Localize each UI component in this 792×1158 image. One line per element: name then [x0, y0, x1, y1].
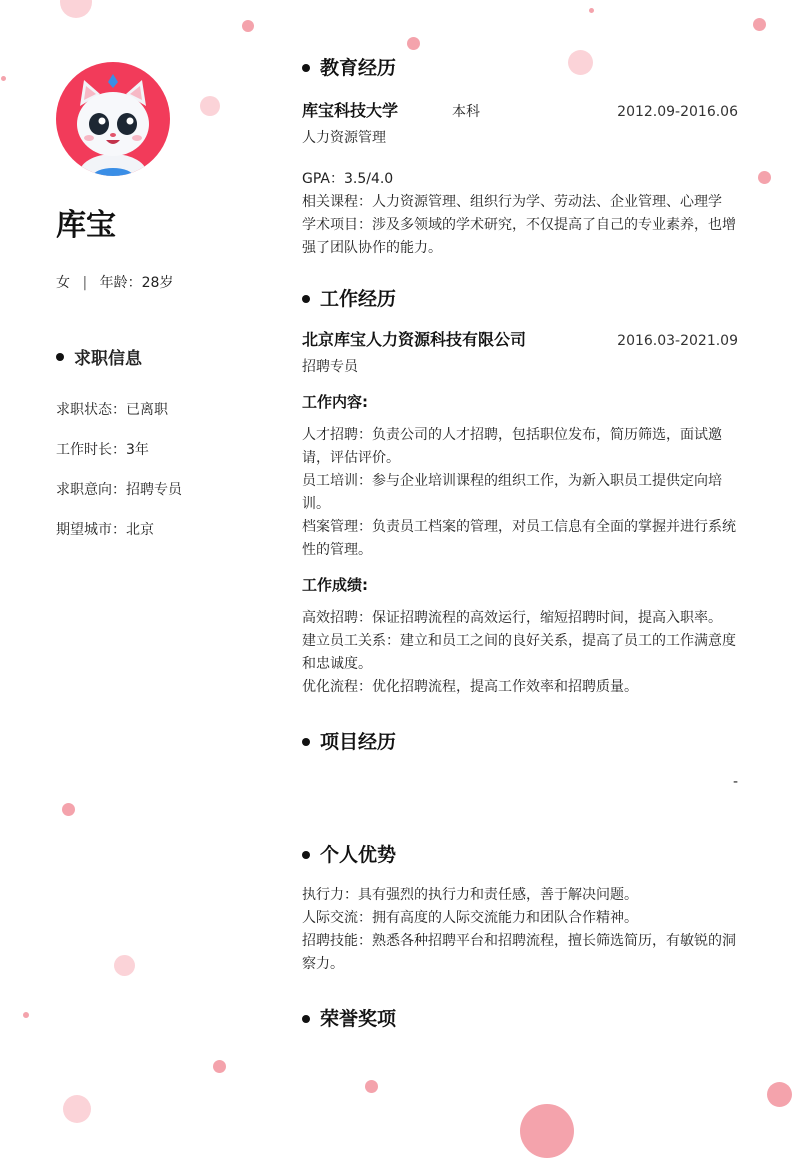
bullet-icon — [56, 353, 64, 361]
academic-projects: 学术项目：涉及多领域的学术研究，不仅提高了自己的专业素养，也增强了团队协作的能力。 — [302, 217, 736, 256]
meta-separator: | — [82, 275, 88, 291]
decor-dot — [23, 1012, 29, 1018]
company-name: 北京库宝人力资源科技有限公司 — [302, 330, 527, 349]
strength-item: 人际交流：拥有高度的人际交流能力和团队合作精神。 — [302, 910, 638, 926]
work-content-item: 人才招聘：负责公司的人才招聘，包括职位发布，简历筛选，面试邀请，评估评价。 — [302, 427, 722, 466]
decor-dot — [589, 8, 594, 13]
work-duration: 工作时长：3年 — [56, 442, 149, 458]
project-heading — [302, 729, 738, 755]
degree: 本科 — [452, 104, 480, 120]
honors-heading — [302, 1006, 738, 1032]
decor-dot — [213, 1060, 226, 1073]
decor-dot — [407, 37, 420, 50]
sidebar — [56, 62, 266, 539]
bullet-icon — [302, 64, 310, 72]
desired-position: 求职意向：招聘专员 — [56, 482, 182, 498]
age: 年龄：28岁 — [99, 275, 174, 291]
achievements-title: 工作成绩: — [302, 576, 368, 594]
decor-dot — [114, 955, 135, 976]
decor-dot — [62, 803, 75, 816]
gpa: GPA：3.5/4.0 — [302, 171, 394, 187]
work-row — [302, 328, 738, 353]
education-title: 教育经历 — [320, 57, 397, 79]
desired-city: 期望城市：北京 — [56, 522, 154, 538]
education-date: 2012.09-2016.06 — [617, 104, 738, 120]
decor-dot — [758, 171, 771, 184]
work-heading — [302, 286, 738, 312]
job-intent-heading — [56, 344, 266, 369]
decor-dot — [63, 1095, 91, 1123]
work-content-item: 档案管理：负责员工档案的管理，对员工信息有全面的掌握并进行系统性的管理。 — [302, 519, 736, 558]
bullet-icon — [302, 1015, 310, 1023]
decor-dot — [753, 18, 766, 31]
strengths-heading — [302, 842, 738, 868]
achievement-item: 优化流程：优化招聘流程，提高工作效率和招聘质量。 — [302, 679, 638, 695]
job-position: 招聘专员 — [302, 359, 358, 375]
bullet-icon — [302, 295, 310, 303]
bullet-icon — [302, 738, 310, 746]
bullet-icon — [302, 851, 310, 859]
basic-meta — [56, 272, 266, 292]
avatar — [56, 62, 170, 176]
achievement-item: 建立员工关系：建立和员工之间的良好关系，提高了员工的工作满意度和忠诚度。 — [302, 633, 736, 672]
strengths-title: 个人优势 — [320, 844, 397, 866]
education-heading — [302, 55, 738, 81]
work-content-item: 员工培训：参与企业培训课程的组织工作，为新入职员工提供定向培训。 — [302, 473, 722, 512]
project-title: 项目经历 — [320, 731, 397, 753]
achievement-item: 高效招聘：保证招聘流程的高效运行，缩短招聘时间，提高入职率。 — [302, 610, 722, 626]
work-title: 工作经历 — [320, 288, 397, 310]
work-content-title: 工作内容: — [302, 393, 368, 411]
decor-dot — [1, 76, 6, 81]
decor-dot — [242, 20, 254, 32]
cat-mascot-icon — [56, 62, 170, 176]
strength-item: 执行力：具有强烈的执行力和责任感，善于解决问题。 — [302, 887, 638, 903]
candidate-name: 库宝 — [56, 208, 116, 243]
decor-dot — [520, 1104, 574, 1158]
decor-dot — [365, 1080, 378, 1093]
main-content — [302, 55, 738, 1032]
major: 人力资源管理 — [302, 130, 386, 146]
decor-dot — [60, 0, 92, 18]
decor-dot — [767, 1082, 792, 1107]
honors-title: 荣誉奖项 — [320, 1008, 397, 1030]
project-date: - — [732, 774, 738, 790]
job-status: 求职状态：已离职 — [56, 402, 168, 418]
work-date: 2016.03-2021.09 — [617, 333, 738, 349]
strength-item: 招聘技能：熟悉各种招聘平台和招聘流程，擅长筛选简历，有敏锐的洞察力。 — [302, 933, 736, 972]
job-intent-title: 求职信息 — [74, 349, 142, 369]
education-row — [302, 99, 738, 124]
school-name: 库宝科技大学 — [302, 101, 399, 120]
gender: 女 — [56, 275, 70, 291]
courses: 相关课程：人力资源管理、组织行为学、劳动法、企业管理、心理学 — [302, 194, 722, 210]
